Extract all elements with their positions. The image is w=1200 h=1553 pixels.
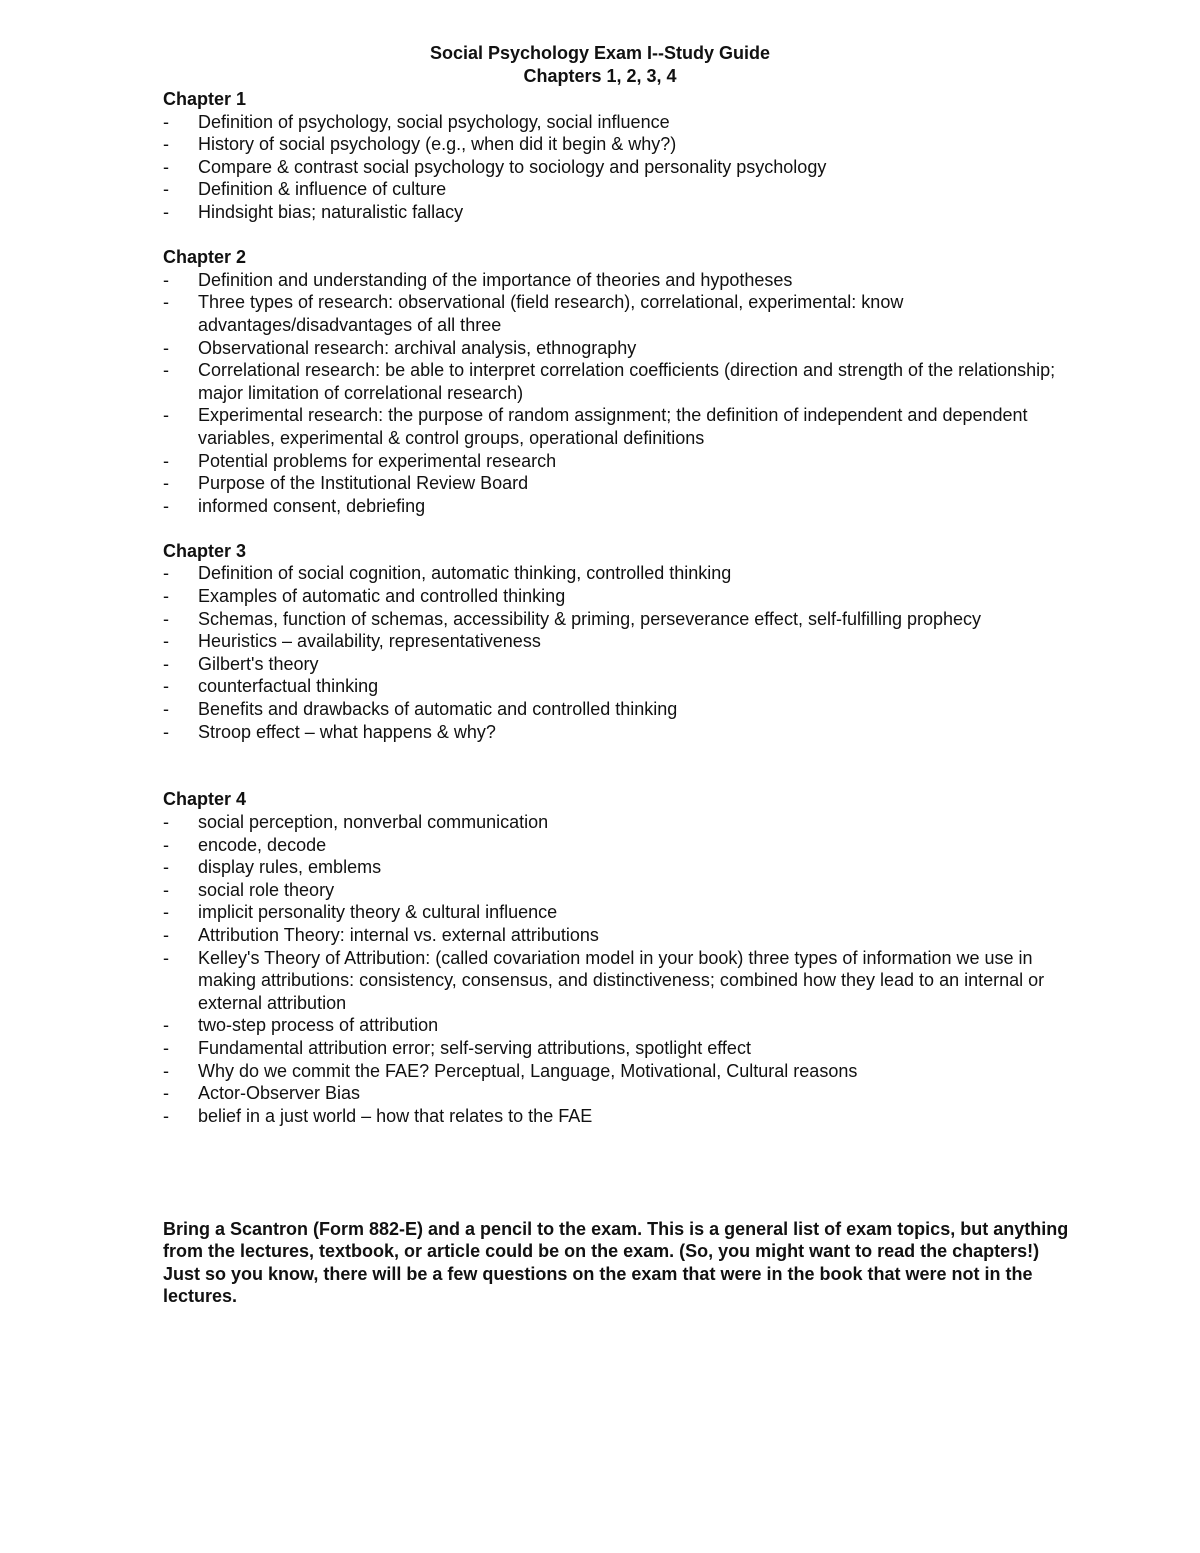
list-item — [163, 585, 1073, 608]
list-item-text: display rules, emblems — [198, 857, 382, 878]
list-item-text: Definition of psychology, social psychology, social influence — [198, 111, 670, 132]
list-item-text: two-step process of attribution — [198, 1015, 439, 1036]
list-item — [163, 269, 1073, 292]
list-item — [163, 201, 1073, 224]
list-item — [163, 947, 1073, 1015]
list-item-text: implicit personality theory & cultural influence — [198, 902, 558, 923]
list-item — [163, 653, 1073, 676]
list-item — [163, 675, 1073, 698]
list-item-text: Heuristics – availability, representativeness — [198, 631, 541, 652]
list-item-text: Stroop effect – what happens & why? — [198, 721, 496, 742]
list-item-text: Purpose of the Institutional Review Board — [198, 473, 529, 494]
bullet-dash: - — [163, 947, 169, 968]
list-item-text: Correlational research: be able to interpret correlation coefficients (direction and strength of the relationship; major limitation of correlational research) — [198, 360, 1056, 403]
bullet-dash: - — [163, 699, 169, 720]
list-item-text: Schemas, function of schemas, accessibility & priming, perseverance effect, self-fulfilling prophecy — [198, 608, 982, 629]
list-item — [163, 450, 1073, 473]
exam-note: Bring a Scantron (Form 882-E) and a pencil to the exam. This is a general list of exam topics, but anything from the lectures, textbook, or article could be on the exam. (So, you might want to read the chapters!) Just so you know, there will be a few questions on the exam that were in the book that were not in the lectures. — [163, 1218, 1069, 1307]
section-spacer — [163, 224, 1073, 247]
document-header — [0, 42, 1200, 88]
list-item — [163, 156, 1073, 179]
list-item-text: Definition of social cognition, automatic thinking, controlled thinking — [198, 563, 732, 584]
list-item — [163, 834, 1073, 857]
list-item-text: informed consent, debriefing — [198, 495, 426, 516]
list-item — [163, 1082, 1073, 1105]
list-item-text: Gilbert's theory — [198, 653, 319, 674]
section-spacer — [163, 743, 1073, 788]
list-item — [163, 178, 1073, 201]
list-item — [163, 608, 1073, 631]
list-item — [163, 1060, 1073, 1083]
bullet-dash: - — [163, 563, 169, 584]
bullet-dash: - — [163, 495, 169, 516]
bullet-dash: - — [163, 179, 169, 200]
bullet-dash: - — [163, 201, 169, 222]
bullet-dash: - — [163, 631, 169, 652]
list-item — [163, 133, 1073, 156]
bullet-dash: - — [163, 292, 169, 313]
bullet-dash: - — [163, 857, 169, 878]
chapter-1-section — [163, 88, 1073, 224]
bullet-dash: - — [163, 812, 169, 832]
chapter-4-section — [163, 788, 1073, 1127]
list-item — [163, 472, 1073, 495]
bullet-dash: - — [163, 676, 169, 697]
list-item — [163, 404, 1073, 449]
list-item-text: social perception, nonverbal communication — [198, 812, 549, 832]
bullet-dash: - — [163, 473, 169, 494]
list-item-text: Attribution Theory: internal vs. external attributions — [198, 924, 599, 945]
list-item-text: Why do we commit the FAE? Perceptual, Language, Motivational, Cultural reasons — [198, 1060, 858, 1081]
list-item — [163, 359, 1073, 404]
list-item-text: Examples of automatic and controlled thinking — [198, 586, 566, 607]
section-spacer — [163, 517, 1073, 540]
chapter-heading: Chapter 3 — [163, 540, 247, 561]
list-item-text: Benefits and drawbacks of automatic and controlled thinking — [198, 699, 678, 720]
list-item — [163, 1037, 1073, 1060]
topic-list — [163, 811, 1073, 1127]
bullet-dash: - — [163, 405, 169, 426]
topic-list — [163, 269, 1073, 518]
section-spacer — [163, 1127, 1073, 1217]
list-item-text: encode, decode — [198, 834, 327, 855]
topic-list — [163, 111, 1073, 224]
list-item-text: belief in a just world – how that relates to the FAE — [198, 1105, 593, 1126]
bullet-dash: - — [163, 1060, 169, 1081]
list-item — [163, 630, 1073, 653]
list-item-text: Kelley's Theory of Attribution: (called covariation model in your book) three types of information we use in making attributions: consistency, consensus, and distinctiveness; combined how they lead to an internal or external attribution — [198, 947, 1045, 1013]
bullet-dash: - — [163, 450, 169, 471]
list-item — [163, 562, 1073, 585]
bullet-dash: - — [163, 902, 169, 923]
bullet-dash: - — [163, 269, 169, 290]
bullet-dash: - — [163, 156, 169, 177]
list-item — [163, 879, 1073, 902]
list-item-text: History of social psychology (e.g., when did it begin & why?) — [198, 134, 677, 155]
list-item-text: Experimental research: the purpose of random assignment; the definition of independent and dependent variables, experimental & control groups, operational definitions — [198, 405, 1028, 448]
bullet-dash: - — [163, 1015, 169, 1036]
list-item — [163, 811, 1073, 834]
list-item-text: Definition and understanding of the importance of theories and hypotheses — [198, 269, 793, 290]
list-item — [163, 1014, 1073, 1037]
document-title: Social Psychology Exam I--Study Guide — [429, 43, 771, 63]
document-subtitle: Chapters 1, 2, 3, 4 — [523, 66, 677, 86]
list-item — [163, 901, 1073, 924]
bullet-dash: - — [163, 879, 169, 900]
bullet-dash: - — [163, 134, 169, 155]
bullet-dash: - — [163, 1105, 169, 1126]
list-item-text: Observational research: archival analysis, ethnography — [198, 337, 637, 358]
list-item — [163, 698, 1073, 721]
bullet-dash: - — [163, 111, 169, 132]
list-item — [163, 111, 1073, 134]
topic-list — [163, 562, 1073, 743]
list-item — [163, 856, 1073, 879]
list-item — [163, 495, 1073, 518]
list-item-text: Compare & contrast social psychology to sociology and personality psychology — [198, 156, 827, 177]
chapter-heading: Chapter 1 — [163, 89, 247, 109]
bullet-dash: - — [163, 360, 169, 381]
list-item-text: social role theory — [198, 879, 335, 900]
chapter-heading: Chapter 2 — [163, 247, 247, 268]
list-item — [163, 924, 1073, 947]
bullet-dash: - — [163, 653, 169, 674]
list-item-text: Hindsight bias; naturalistic fallacy — [198, 201, 464, 222]
bullet-dash: - — [163, 586, 169, 607]
list-item-text: Fundamental attribution error; self-serving attributions, spotlight effect — [198, 1037, 751, 1058]
list-item-text: Three types of research: observational (field research), correlational, experimental: know advantages/disadvantages of all three — [198, 292, 904, 335]
list-item-text: Actor-Observer Bias — [198, 1083, 361, 1104]
bullet-dash: - — [163, 721, 169, 742]
list-item — [163, 291, 1073, 336]
bullet-dash: - — [163, 834, 169, 855]
list-item — [163, 721, 1073, 744]
list-item — [163, 1105, 1073, 1128]
bullet-dash: - — [163, 337, 169, 358]
list-item — [163, 337, 1073, 360]
chapter-3-section — [163, 540, 1073, 743]
chapter-heading: Chapter 4 — [163, 789, 247, 810]
bullet-dash: - — [163, 608, 169, 629]
bullet-dash: - — [163, 1037, 169, 1058]
chapter-2-section — [163, 246, 1073, 517]
list-item-text: Definition & influence of culture — [198, 179, 447, 200]
bullet-dash: - — [163, 924, 169, 945]
bullet-dash: - — [163, 1083, 169, 1104]
document-body — [163, 88, 1073, 1308]
list-item-text: Potential problems for experimental research — [198, 450, 557, 471]
list-item-text: counterfactual thinking — [198, 676, 379, 697]
